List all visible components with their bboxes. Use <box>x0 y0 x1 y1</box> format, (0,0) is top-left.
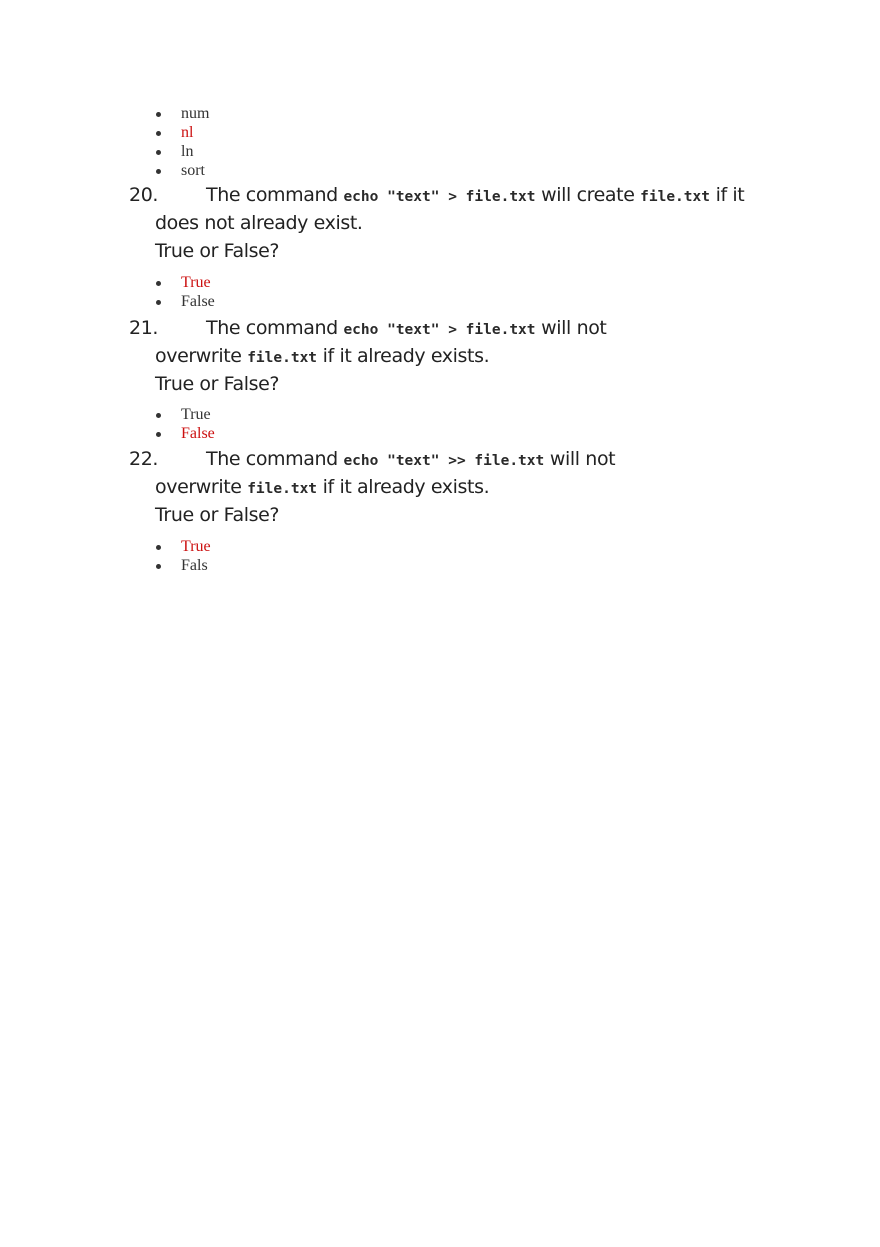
q21-code: echo "text" > file.txt <box>343 322 536 338</box>
q20-prompt: True or False? <box>155 240 280 262</box>
question-20 <box>0 181 880 265</box>
q20-options <box>0 273 880 311</box>
q22-text: overwrite <box>155 476 248 498</box>
q22-option-true-correct: True <box>0 537 880 556</box>
q21-prompt: True or False? <box>155 373 280 395</box>
q22-number: 22. <box>129 448 159 470</box>
q20-line-2: does not already exist. <box>155 212 363 234</box>
q21-text: The command <box>206 317 344 339</box>
question-21 <box>0 314 880 398</box>
q21-text: if it already exists. <box>317 345 490 367</box>
q20-code: echo "text" > file.txt <box>343 189 536 205</box>
q19-option-num: num <box>0 104 880 123</box>
q21-option-true: True <box>0 405 880 424</box>
q21-text: overwrite <box>155 345 248 367</box>
q20-text: will create <box>535 184 641 206</box>
q21-option-false-correct: False <box>0 424 880 443</box>
q19-option-ln: ln <box>0 142 880 161</box>
q22-code: echo "text" >> file.txt <box>343 453 545 469</box>
q22-text: The command <box>206 448 344 470</box>
q22-text: will not <box>544 448 616 470</box>
q19-option-sort: sort <box>0 161 880 180</box>
q19-option-nl-correct: nl <box>0 123 880 142</box>
question-22 <box>0 445 880 529</box>
q22-code: file.txt <box>247 481 318 497</box>
q21-line-1 <box>0 314 880 342</box>
q21-text: will not <box>535 317 607 339</box>
q20-number: 20. <box>129 184 159 206</box>
q22-line-2 <box>0 473 880 501</box>
q20-line-1 <box>0 181 880 209</box>
q22-text: if it already exists. <box>317 476 490 498</box>
q21-options <box>0 405 880 443</box>
q22-line-1 <box>0 445 880 473</box>
q20-option-true-correct: True <box>0 273 880 292</box>
q22-prompt: True or False? <box>155 504 280 526</box>
q22-options <box>0 537 880 575</box>
q19-options <box>0 104 880 180</box>
q21-number: 21. <box>129 317 159 339</box>
q21-line-2 <box>0 342 880 370</box>
q20-code: file.txt <box>640 189 710 205</box>
q21-code: file.txt <box>247 350 318 366</box>
q22-option-fals: Fals <box>0 556 880 575</box>
q20-text: The command <box>206 184 344 206</box>
q20-option-false: False <box>0 292 880 311</box>
q20-text: if it <box>709 184 745 206</box>
